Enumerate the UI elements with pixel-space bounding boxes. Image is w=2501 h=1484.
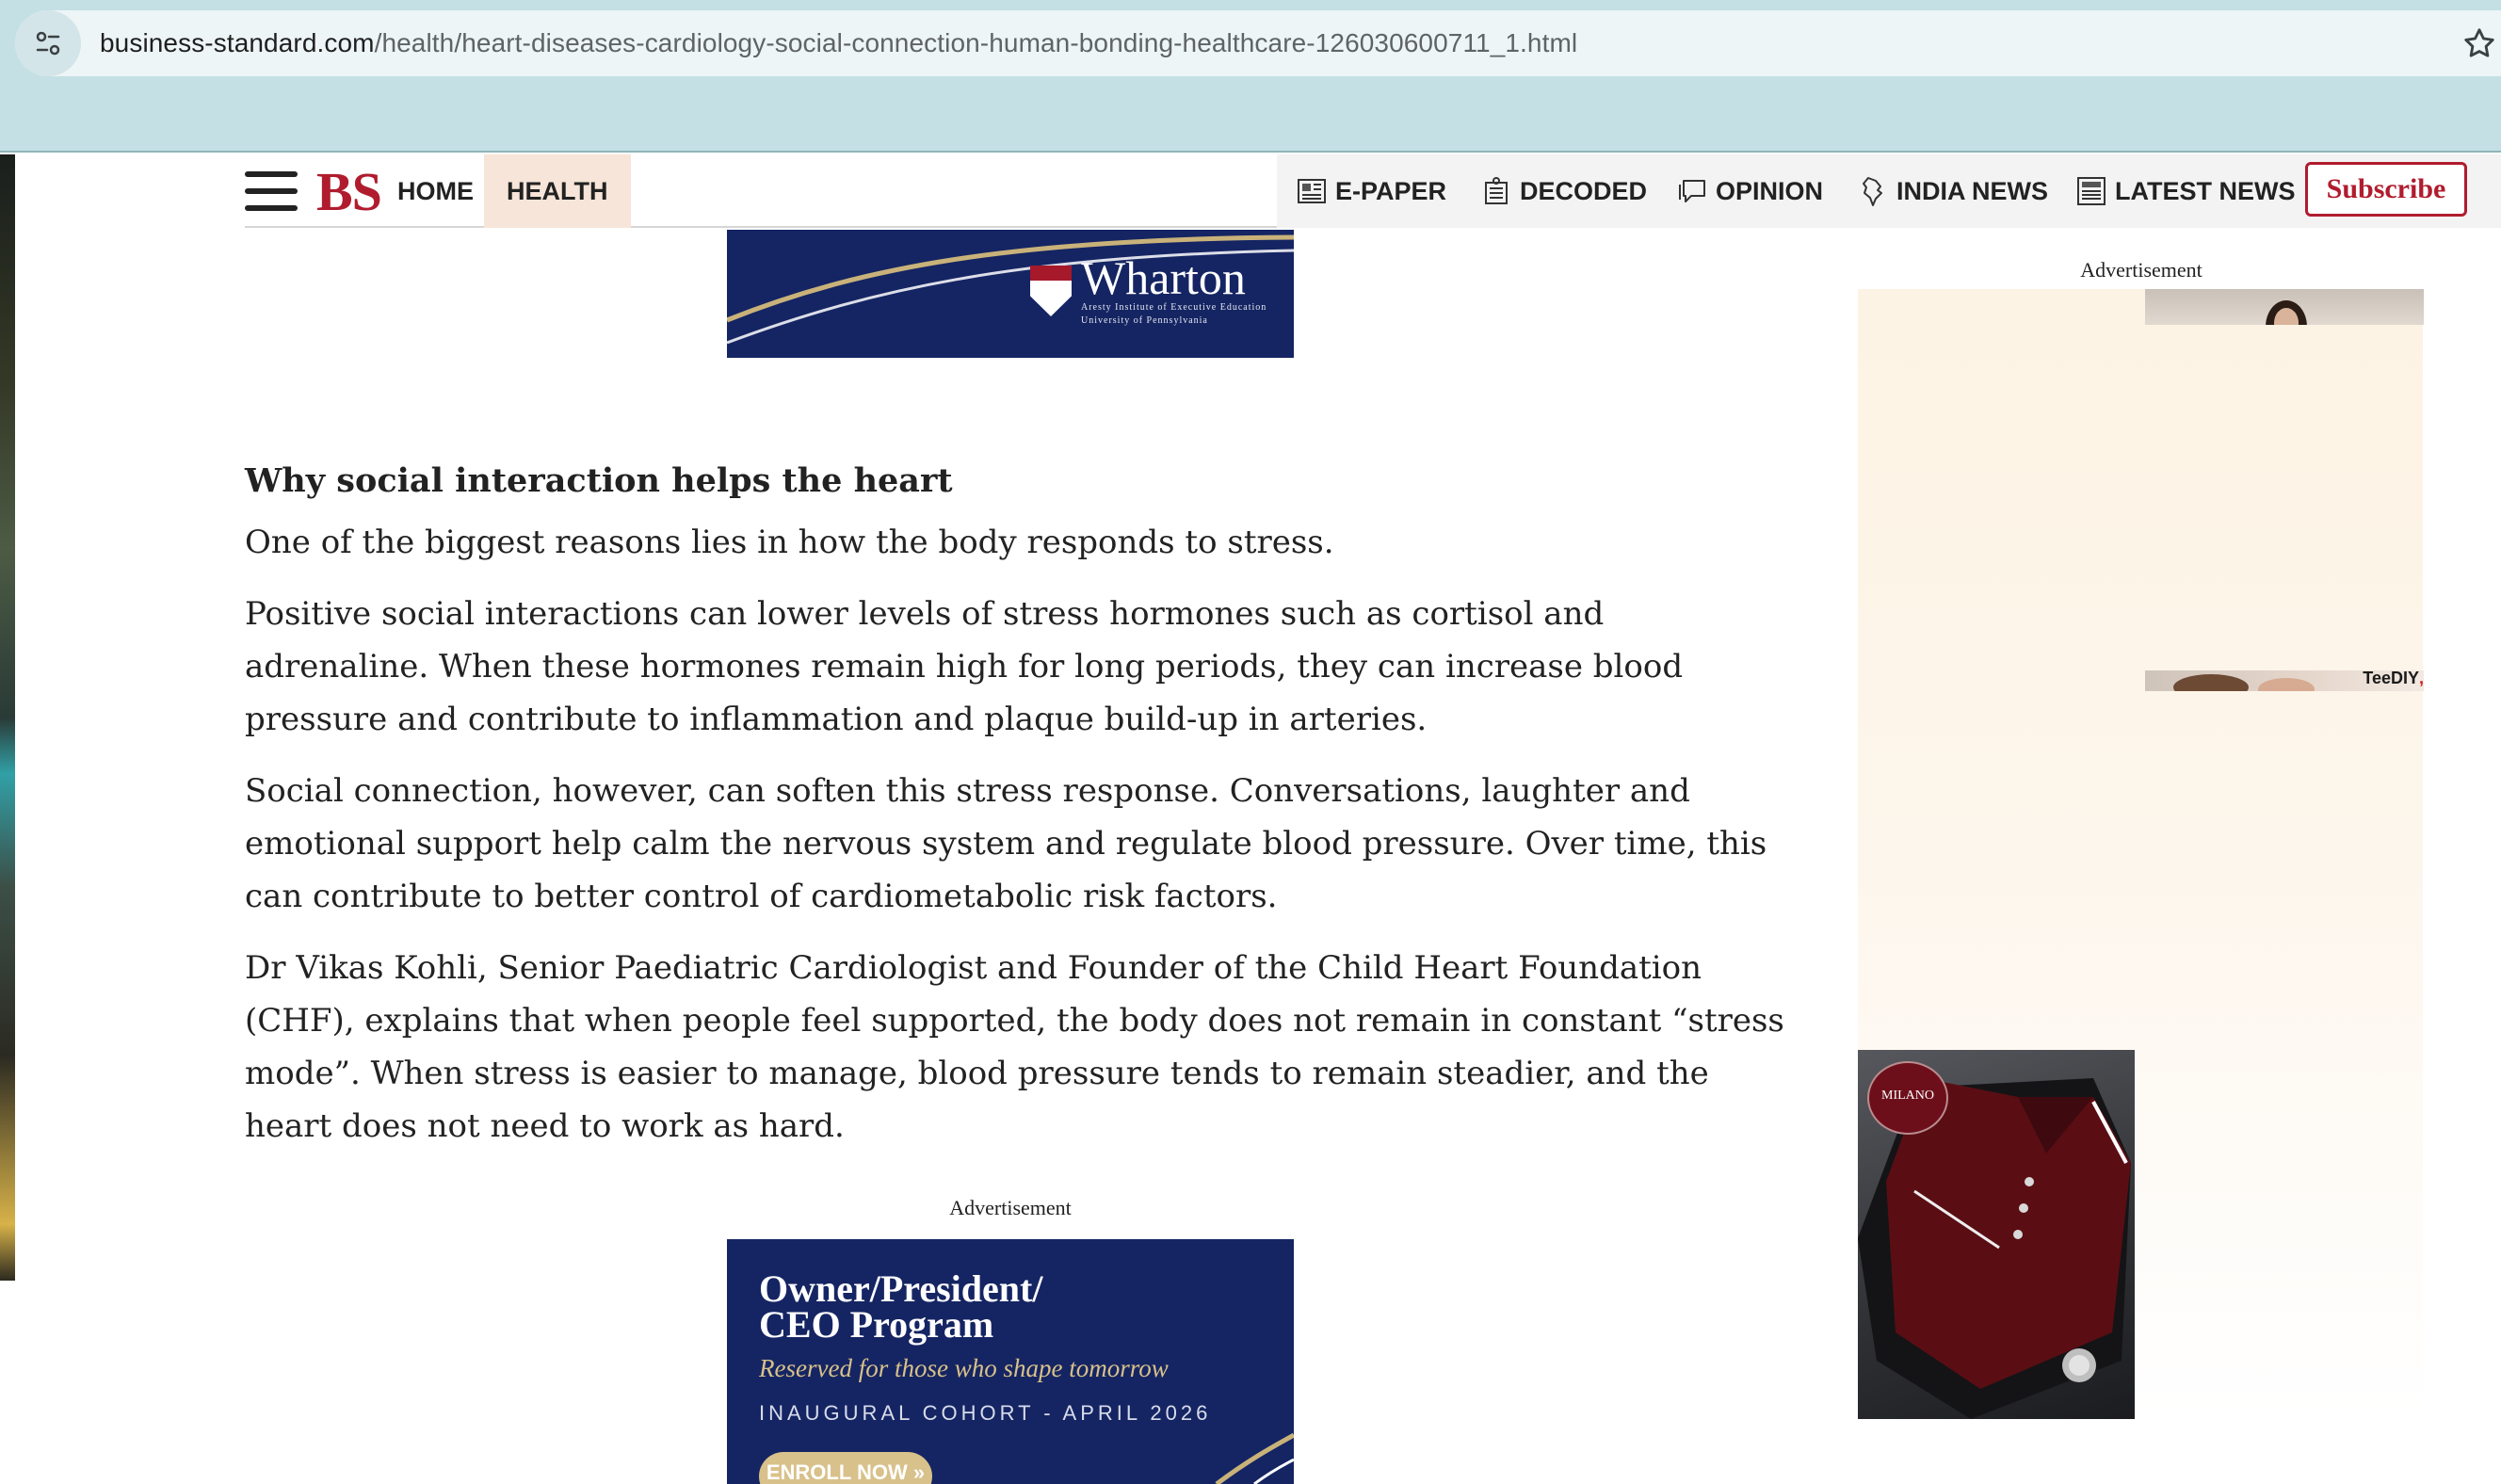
subscribe-button[interactable]: Subscribe (2305, 162, 2467, 217)
browser-toolbar (0, 0, 2501, 153)
menu-icon[interactable] (245, 171, 298, 213)
url-path: /health/heart-diseases-cardiology-social-connection-human-bonding-healthcare-126030600711_1.html (374, 28, 1578, 57)
nav-latest-news[interactable] (2075, 154, 2296, 228)
newspaper-icon (1296, 175, 1328, 207)
enroll-now-button[interactable]: ENROLL NOW » (759, 1452, 932, 1484)
milano-badge: MILANO (1867, 1061, 1948, 1135)
ceo-ad-tagline: Reserved for those who shape tomorrow (759, 1354, 1169, 1382)
sidebar-ad-photo-mid (2145, 670, 2424, 691)
site-info-icon[interactable] (15, 10, 81, 76)
address-bar[interactable] (15, 10, 2501, 76)
penn-shield-icon (1030, 266, 1072, 316)
sidebar-ad-photo-top (2145, 289, 2424, 325)
article-paragraph: Social connection, however, can soften this stress response. Conversations, laughter and emotional support help calm the nervous system and regulate blood pressure. Over time, this can contribute to better control of cardiometabolic risk factors. (245, 772, 1767, 915)
ceo-ad-title-line1: Owner/President/ (759, 1267, 1043, 1310)
wharton-logo (1030, 251, 1267, 328)
wharton-banner-ad[interactable] (727, 230, 1294, 358)
ceo-program-ad[interactable] (727, 1239, 1294, 1484)
url-text[interactable] (100, 10, 1577, 76)
wharton-subtitle: Aresty Institute of Executive Education (1081, 302, 1267, 313)
nav-opinion-label: OPINION (1716, 177, 1824, 205)
wharton-university: University of Pennsylvania (1081, 315, 1208, 326)
advertisement-label-sidebar: Advertisement (2080, 258, 2202, 282)
site-logo[interactable]: BS (316, 161, 381, 222)
article-paragraph: Dr Vikas Kohli, Senior Paediatric Cardiologist and Founder of the Child Heart Foundation (CHF), explains that when people feel supported, the body does not remain in constant “stress mode”. When stress is easier to manage, blood pressure tends to remain steadier, and the heart does not need to work as hard. (245, 949, 1784, 1145)
bookmark-star-icon[interactable] (2461, 25, 2497, 61)
nav-home[interactable]: HOME (397, 177, 474, 205)
milano-shirt-ad[interactable] (1858, 1050, 2135, 1419)
teediy-brand-text: TeeDIY (2363, 670, 2419, 687)
advertisement-label-inline: Advertisement (949, 1196, 1072, 1219)
article-paragraph: Positive social interactions can lower levels of stress hormones such as cortisol and adrenaline. When these hormones remain high for long periods, they can increase blood pressure and contribute to inflammation and plaque build-up in arteries. (245, 595, 1684, 738)
article-body (245, 460, 1789, 1171)
section-heading: Why social interaction helps the heart (245, 461, 953, 500)
wharton-name: Wharton (1081, 251, 1246, 304)
nav-opinion[interactable] (1676, 154, 1823, 228)
nav-decoded[interactable] (1480, 154, 1647, 228)
ceo-ad-title (759, 1267, 1043, 1346)
site-header (245, 154, 2467, 228)
speech-icon (1676, 175, 1708, 207)
nav-epaper[interactable] (1296, 154, 1446, 228)
model-photo (2145, 289, 2424, 325)
nav-latest-news-label: LATEST NEWS (2115, 177, 2296, 205)
ceo-ad-title-line2: CEO Program (759, 1303, 994, 1346)
ceo-ad-cohort: INAUGURAL COHORT - APRIL 2026 (759, 1401, 1212, 1425)
latest-news-icon (2075, 175, 2107, 207)
article-paragraph: One of the biggest reasons lies in how the body responds to stress. (245, 524, 1334, 561)
teediy-brand: TeeDIY, (2363, 670, 2424, 687)
decoded-icon (1480, 175, 1512, 207)
nav-india-news-label: INDIA NEWS (1896, 177, 2048, 205)
nav-health[interactable]: HEALTH (484, 154, 631, 228)
india-map-icon (1857, 175, 1889, 207)
left-skin-ad[interactable] (0, 154, 15, 1281)
nav-india-news[interactable] (1857, 154, 2048, 228)
nav-decoded-label: DECODED (1520, 177, 1648, 205)
url-domain: business-standard.com (100, 28, 375, 57)
nav-epaper-label: E-PAPER (1335, 177, 1447, 205)
